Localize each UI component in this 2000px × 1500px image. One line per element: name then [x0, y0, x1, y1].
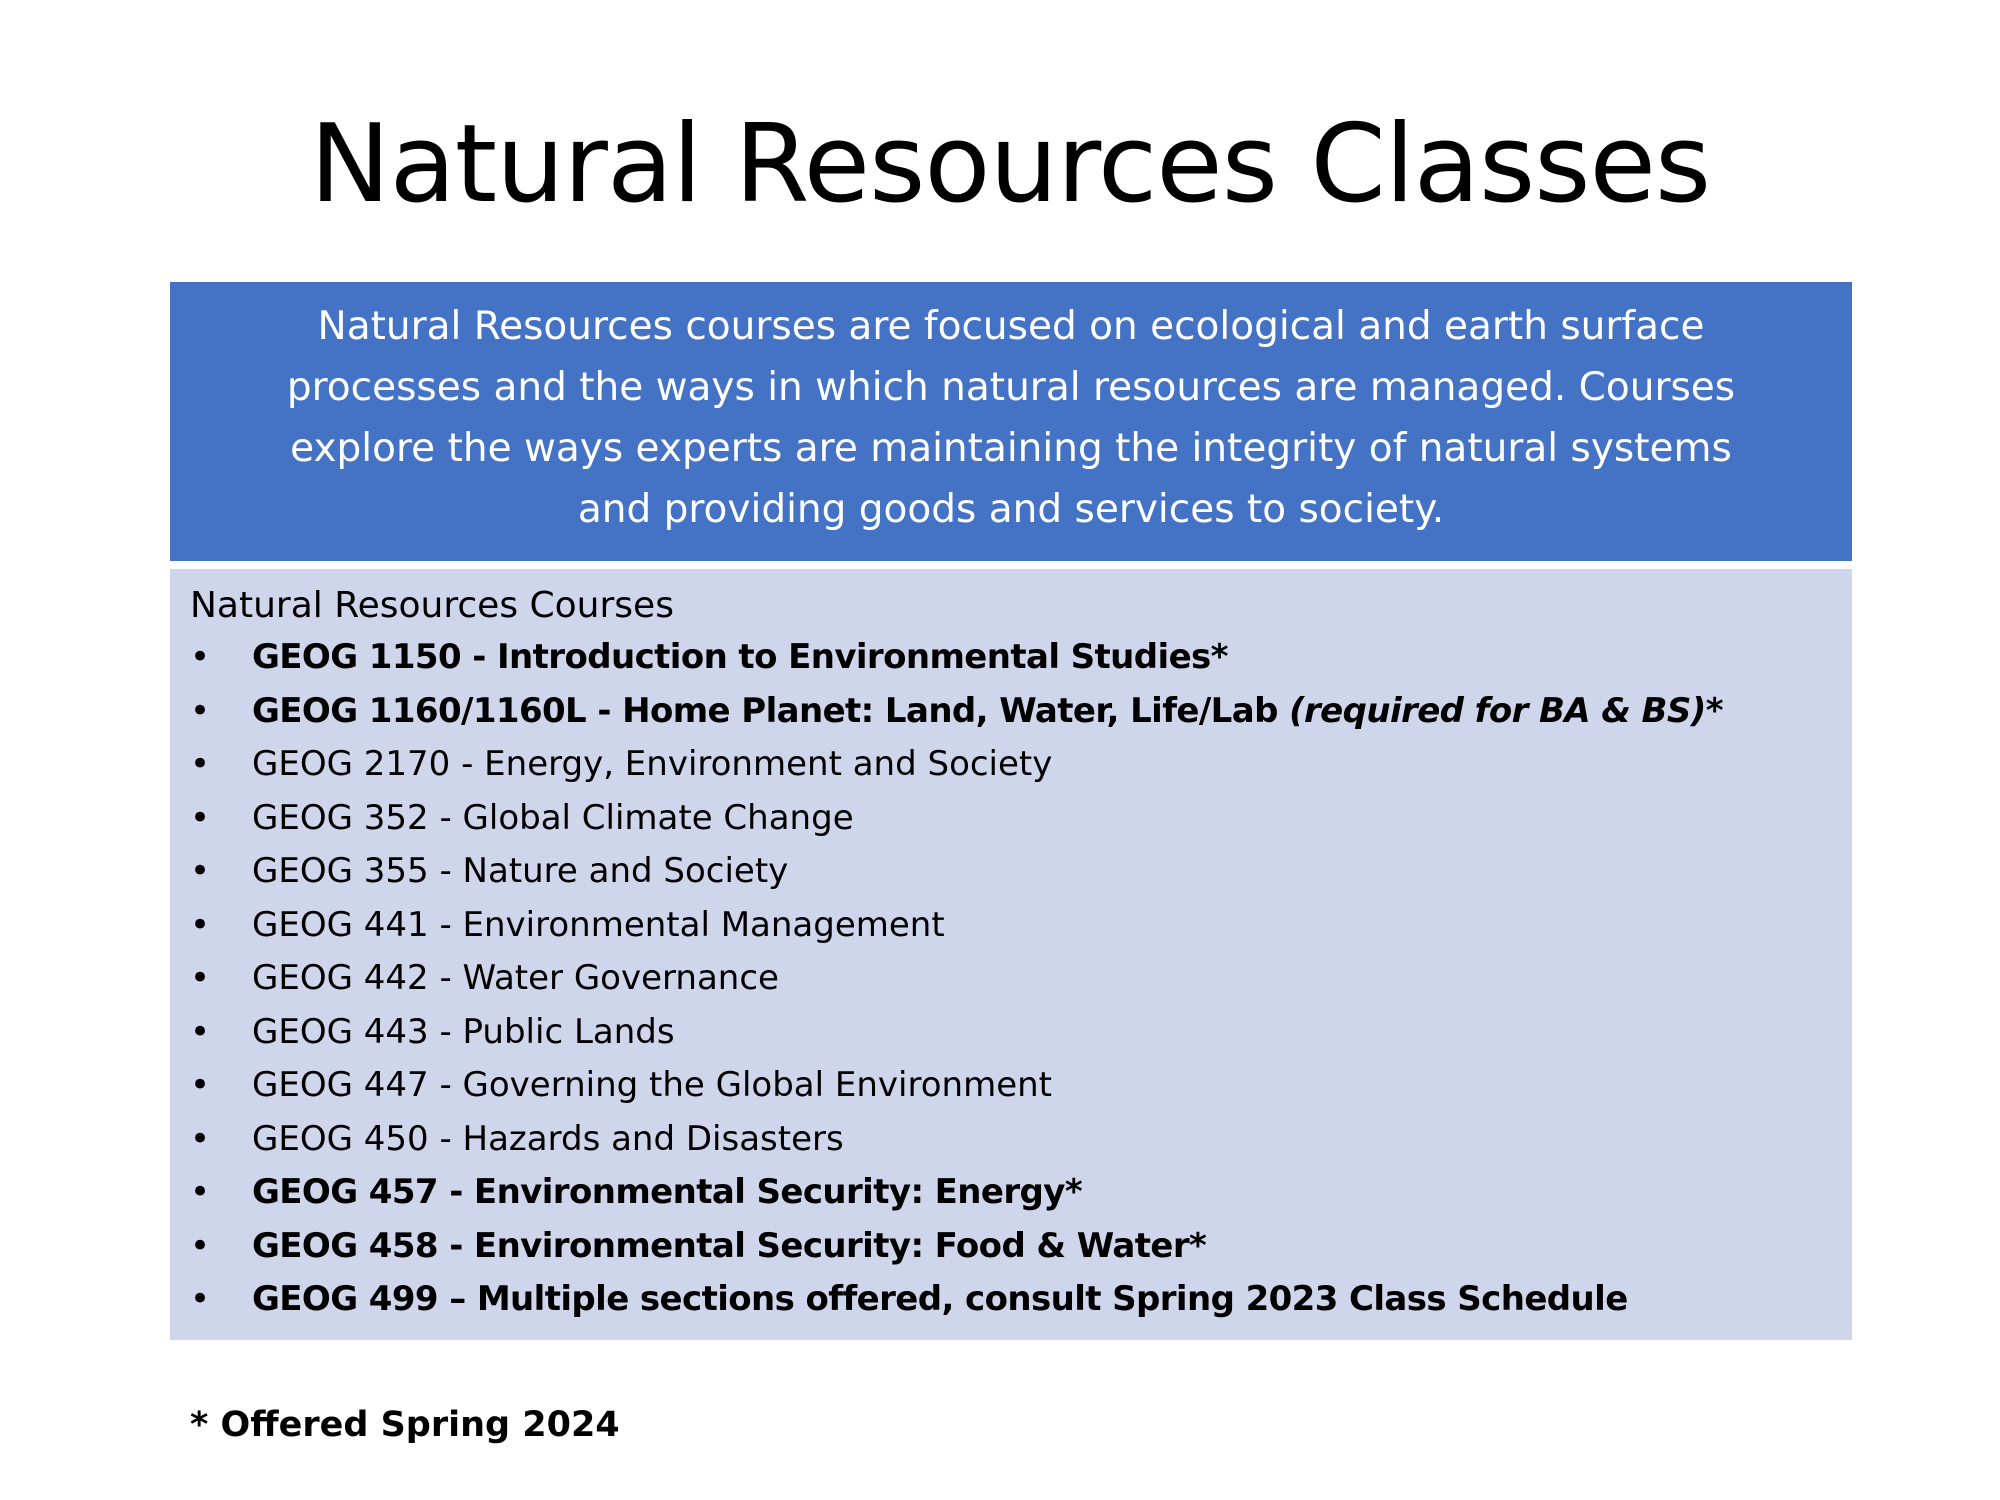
course-note-suffix: * [1705, 690, 1723, 731]
course-item [190, 845, 1832, 899]
course-title: GEOG 1150 - Introduction to Environmental Studies* [252, 637, 1228, 677]
course-item [190, 899, 1832, 953]
course-title: GEOG 450 - Hazards and Disasters [252, 1118, 844, 1159]
bullet-icon: • [190, 744, 211, 784]
course-title: GEOG 443 - Public Lands [252, 1011, 675, 1052]
course-title: GEOG 1160/1160L - Home Planet: Land, Water, Life/Lab [252, 690, 1290, 731]
bullet-icon: • [190, 1225, 210, 1266]
bullet-icon: • [190, 1172, 210, 1212]
bullet-icon: • [190, 1065, 211, 1105]
course-title: GEOG 499 – Multiple sections offered, consult Spring 2023 Class Schedule [252, 1279, 1628, 1319]
courses-list-box [170, 569, 1852, 1340]
course-title: GEOG 442 - Water Governance [252, 958, 779, 998]
course-title: GEOG 355 - Nature and Society [252, 851, 789, 891]
intro-line: processes and the ways in which natural resources are managed. Courses [286, 365, 1736, 410]
course-item [190, 1220, 1832, 1274]
intro-line: and providing goods and services to society. [577, 487, 1445, 532]
course-title: GEOG 447 - Governing the Global Environment [252, 1065, 1052, 1105]
bullet-icon: • [190, 797, 211, 838]
bullet-icon: • [190, 1279, 210, 1319]
course-item [190, 738, 1832, 792]
footnote: * Offered Spring 2024 [190, 1405, 620, 1445]
intro-description-box [170, 282, 1852, 561]
course-requirement-note: (required for BA & BS) [1289, 690, 1706, 731]
slide-title: Natural Resources Classes [309, 102, 1711, 227]
course-title: GEOG 352 - Global Climate Change [252, 797, 854, 838]
course-item [190, 1059, 1832, 1113]
bullet-icon: • [190, 904, 211, 945]
bullet-icon: • [190, 690, 210, 731]
course-item [190, 1006, 1832, 1060]
intro-line: explore the ways experts are maintaining the integrity of natural systems [290, 426, 1732, 471]
intro-line: Natural Resources courses are focused on ecological and earth surface [317, 304, 1705, 349]
courses-heading: Natural Resources Courses [190, 585, 674, 626]
course-item [190, 952, 1832, 1006]
bullet-icon: • [190, 958, 211, 998]
course-item [190, 631, 1832, 685]
bullet-icon: • [190, 851, 211, 891]
bullet-icon: • [190, 1011, 211, 1052]
course-item [190, 792, 1832, 846]
bullet-icon: • [190, 637, 210, 677]
course-title: GEOG 457 - Environmental Security: Energy* [252, 1172, 1083, 1212]
bullet-icon: • [190, 1118, 211, 1159]
course-item [190, 685, 1832, 739]
course-list [190, 631, 1832, 1327]
course-title: GEOG 2170 - Energy, Environment and Society [252, 744, 1053, 784]
course-title: GEOG 441 - Environmental Management [252, 904, 945, 945]
course-item [190, 1166, 1832, 1220]
course-item [190, 1113, 1832, 1167]
course-title: GEOG 458 - Environmental Security: Food & Water* [252, 1225, 1207, 1266]
course-item [190, 1273, 1832, 1327]
